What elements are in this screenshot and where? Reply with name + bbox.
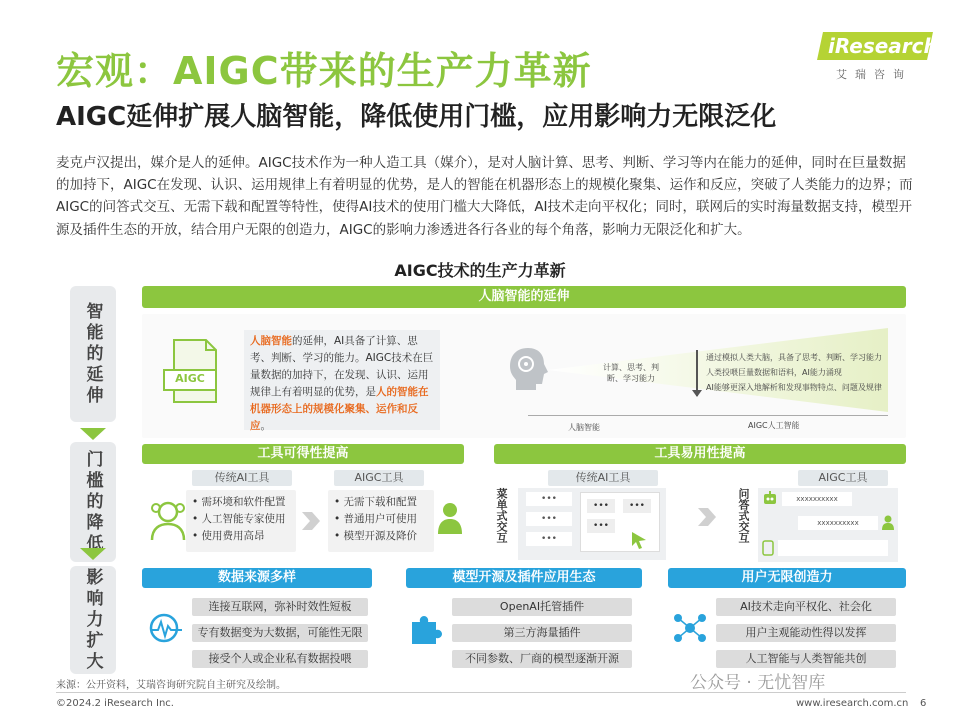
chat-bubble-bot: xxxxxxxxxx: [782, 492, 852, 506]
footer-url: www.iresearch.com.cn: [796, 698, 909, 709]
chart-title: AIGC技术的生产力革新: [394, 261, 566, 280]
col1-item: 接受个人或企业私有数据投喂: [192, 650, 368, 668]
page-title: 宏观：AIGC带来的生产力革新: [56, 49, 592, 93]
watermark: 公众号 · 无忧智库: [690, 673, 826, 693]
copyright: ©2024.2 iResearch Inc.: [56, 698, 174, 709]
beam-left-text: 计算、思考、判断、学习能力: [603, 363, 659, 383]
menu-item: •••: [526, 492, 572, 506]
chevron-right-icon: [696, 506, 718, 528]
aigc-item: • 模型开源及降价: [334, 528, 428, 545]
trad-item: • 使用费用高昂: [192, 528, 290, 545]
beam-right-item: 通过模拟人类大脑，具备了思考、判断、学习能力: [706, 353, 882, 362]
col2-item: OpenAI托管插件: [452, 598, 632, 616]
beam-arrow-icon: [692, 390, 702, 397]
trad-tool-label-right: 传统AI工具: [548, 470, 658, 486]
expert-icon: [146, 498, 190, 542]
intro-paragraph: 麦克卢汉提出，媒介是人的延伸。AIGC技术作为一种人造工具（媒介），是对人脑计算、思考、判断、学习等内在能力的延伸，同时在巨量数据的加持下，AIGC在发现、认识、运用规律上有着明显的优势，是人的智能在机器形态上的规模化聚集、运作和反应，突破了人类能力的边界；而AIGC的问答式交互、无需下载和配置等特性，使得AI技术的使用门槛大大降低，AI技术走向平权化；同时，联网后的实时海量数据支持，模型开源及插件生态的开放，结合用户无限的创造力，AIGC的影响力渗透进各行各业的每个角落，影响力无限泛化和扩大。: [56, 155, 913, 238]
section2-left-bar: 工具可得性提高: [142, 444, 464, 464]
iresearch-logo: [820, 32, 938, 82]
section3-col3-bar: 用户无限创造力: [668, 568, 906, 588]
menu-interaction-label: 菜单式交互: [495, 488, 508, 543]
aigc-document-icon: [160, 336, 222, 412]
aigc-item: • 普通用户可使用: [334, 511, 428, 528]
stage-arrow-icon: [80, 548, 106, 560]
puzzle-icon: [408, 610, 444, 646]
stage-threshold-lowering: 门槛的降低: [70, 442, 116, 562]
section3-col1-bar: 数据来源多样: [142, 568, 372, 588]
robot-icon: [762, 490, 778, 506]
col3-item: AI技术走向平权化、社会化: [716, 598, 896, 616]
stage-influence-expansion: 影响力扩大: [70, 566, 116, 674]
chevron-right-icon: [300, 510, 322, 532]
section1-text: 的延伸，AI具备了计算、思考、判断、学习的能力。AIGC技术在巨量数据的加持下，在发现、认识、运用规律上有着明显的优势，是: [250, 335, 434, 398]
highlight-human-brain: 人脑智能: [250, 335, 292, 347]
data-source-icon: [146, 608, 186, 648]
aigc-tool-label-left: AIGC工具: [334, 470, 424, 486]
aigc-tool-box: [328, 490, 434, 552]
section2-right-bar: 工具易用性提高: [494, 444, 906, 464]
stage-intelligence-extension: 智能的延伸: [70, 286, 116, 422]
beam-right-item: 人类投喂巨量数据和语料，AI能力涌现: [706, 368, 842, 377]
beam-right-list: [706, 350, 896, 395]
trad-tool-box: [186, 490, 296, 552]
col1-item: 专有数据变为大数据，可能性无限: [192, 624, 368, 642]
chat-bubble-user: xxxxxxxxxx: [798, 516, 878, 530]
page-subtitle: AIGC延伸扩展人脑智能，降低使用门槛，应用影响力无限泛化: [56, 102, 777, 132]
axis-left-label: 人脑智能: [568, 423, 600, 432]
page-number: 6: [920, 698, 927, 709]
network-icon: [670, 608, 710, 648]
col3-item: 人工智能与人类智能共创: [716, 650, 896, 668]
menu-subitem: •••: [587, 519, 615, 533]
aigc-tool-label-right: AIGC工具: [798, 470, 888, 486]
stage-arrow-icon: [80, 428, 106, 440]
section1-bar: 人脑智能的延伸: [142, 286, 906, 308]
beam-axis: [528, 415, 888, 416]
user-avatar-icon: [880, 514, 896, 530]
chat-window: [758, 488, 898, 562]
menu-subitem: •••: [623, 499, 651, 513]
logo-text: iResearch: [828, 34, 938, 58]
human-head-icon: [506, 344, 552, 392]
menu-window: [518, 488, 666, 560]
col2-item: 第三方海量插件: [452, 624, 632, 642]
trad-item: • 需环境和软件配置: [192, 494, 290, 511]
menu-subitem: •••: [587, 499, 615, 513]
menu-item: •••: [526, 532, 572, 546]
cursor-icon: [630, 530, 648, 550]
trad-tool-label-left: 传统AI工具: [192, 470, 292, 486]
source-note: 来源：公开资料，艾瑞咨询研究院自主研究及绘制。: [56, 680, 286, 691]
col1-item: 连接互联网，弥补时效性短板: [192, 598, 368, 616]
user-icon: [436, 500, 464, 534]
menu-panel: [580, 492, 660, 552]
axis-right-label: AIGC人工智能: [748, 421, 800, 430]
aigc-item: • 无需下载和配置: [334, 494, 428, 511]
qa-interaction-label: 问答式交互: [737, 488, 750, 543]
col3-item: 用户主观能动性得以发挥: [716, 624, 896, 642]
trad-item: • 人工智能专家使用: [192, 511, 290, 528]
logo-subtext: 艾瑞咨询: [836, 68, 912, 81]
menu-item: •••: [526, 512, 572, 526]
section3-col2-bar: 模型开源及插件应用生态: [406, 568, 642, 588]
section1-text-end: 。: [260, 420, 271, 432]
phone-icon: [762, 540, 774, 556]
col2-item: 不同参数、厂商的模型逐渐开源: [452, 650, 632, 668]
section1-description: [244, 330, 440, 430]
doc-label: AIGC: [175, 372, 205, 385]
highlight-machine-intelligence: 人的智能在机器形态上的规模化聚集、运作和反应: [250, 386, 429, 432]
beam-right-item: AI能够更深入地解析和发现事物特点、问题及规律: [706, 383, 882, 392]
chat-input: [778, 540, 888, 556]
